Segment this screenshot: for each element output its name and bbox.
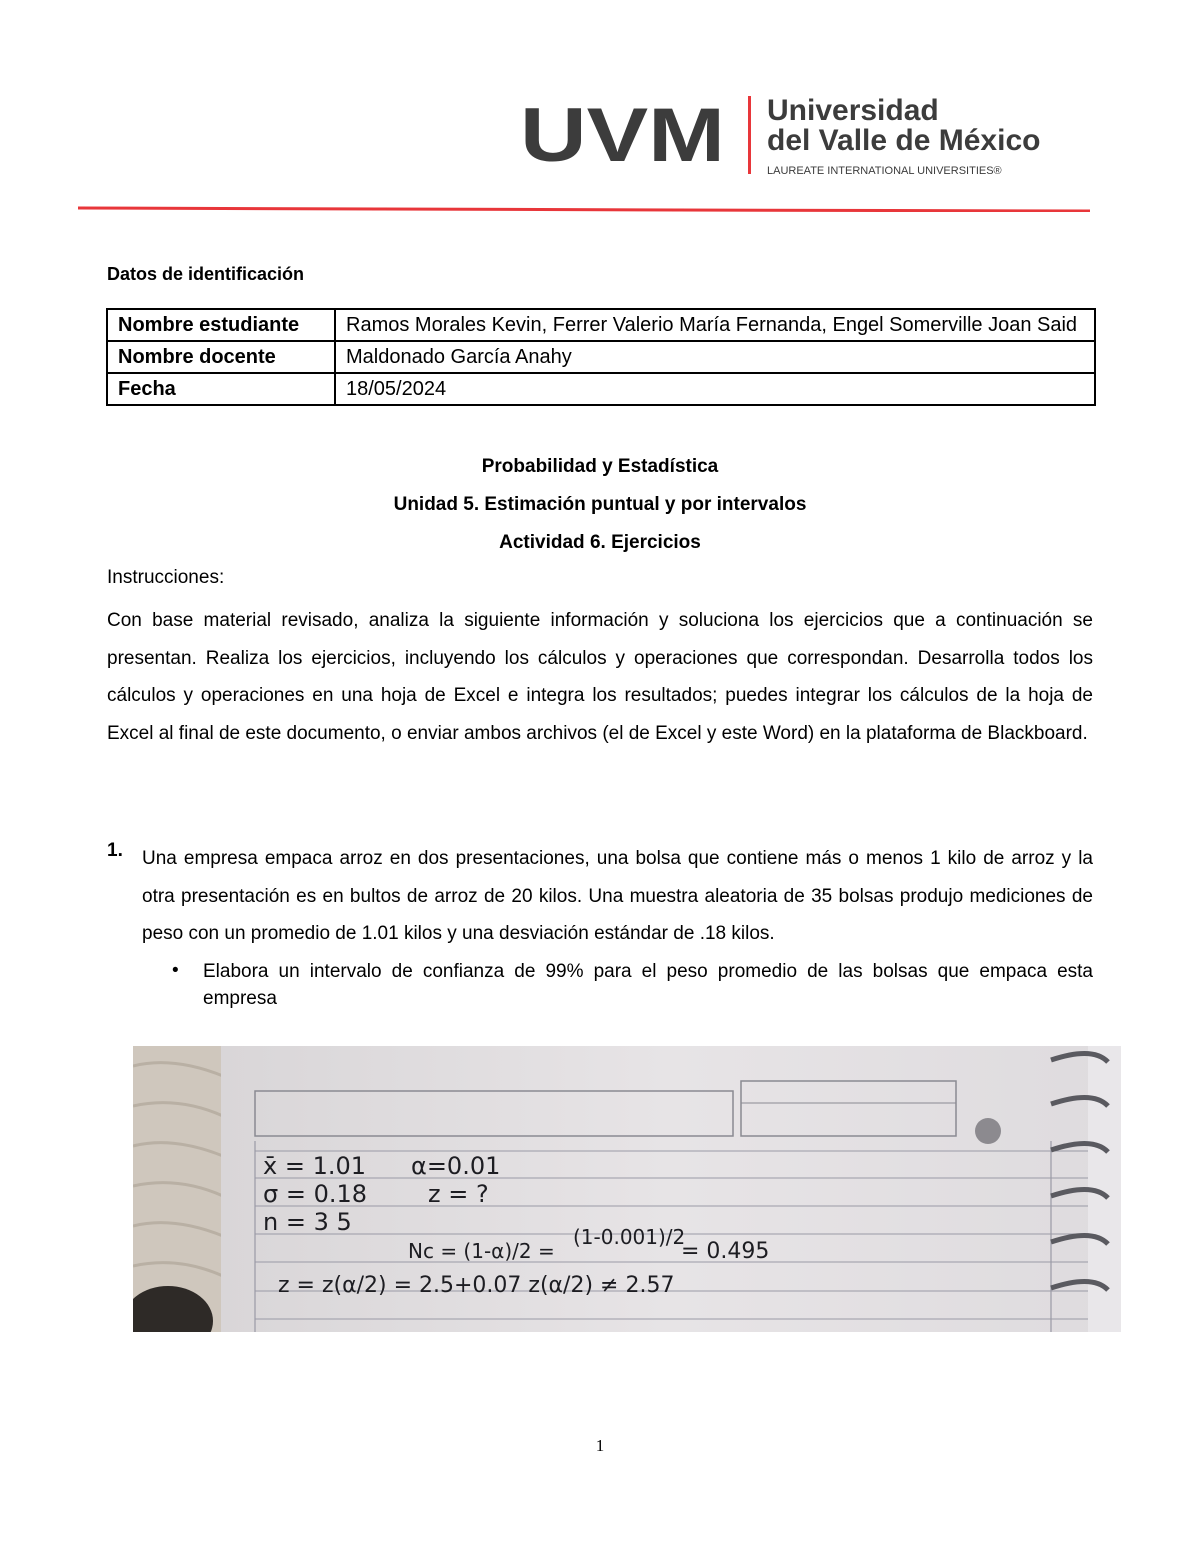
date-value: 18/05/2024 bbox=[335, 373, 1095, 405]
logo-divider bbox=[748, 96, 751, 174]
date-label: Fecha bbox=[107, 373, 335, 405]
logo-tagline: LAUREATE INTERNATIONAL UNIVERSITIES® bbox=[767, 165, 1002, 177]
question-bullet: Elabora un intervalo de confianza de 99% para el peso promedio de las bolsas que empaca esta empresa bbox=[203, 961, 1093, 1009]
instructions-text: Con base material revisado, analiza la siguiente información y soluciona los ejercicios que a continuación se presentan. Realiza los ejercicios, incluyendo los cálculos y operaciones que correspondan. Desarrolla todos los cálculos y operaciones en una hoja de Excel e integra los resultados; puedes integrar los cálculos de la hoja de Excel al final de este documento, o enviar ambos archivos (el de Excel y este Word) en la plataforma de Blackboard. bbox=[107, 610, 1093, 744]
student-name-value: Ramos Morales Kevin, Ferrer Valerio María Fernanda, Engel Somerville Joan Said bbox=[335, 309, 1095, 341]
logo-mark: UVM bbox=[520, 93, 725, 178]
hw-line4b: (1-0.001)/2 bbox=[573, 1225, 686, 1249]
question-number: 1. bbox=[107, 840, 123, 861]
hw-line2b: z = ? bbox=[428, 1180, 489, 1208]
hw-line3: n = 3 5 bbox=[263, 1208, 352, 1236]
table-row bbox=[107, 341, 1095, 373]
page-number: 1 bbox=[595, 1436, 605, 1455]
hw-line4c: = 0.495 bbox=[681, 1239, 770, 1264]
hw-line5: z = z(α/2) = 2.5+0.07 z(α/2) ≠ 2.57 bbox=[278, 1273, 675, 1298]
teacher-name-label: Nombre docente bbox=[107, 341, 335, 373]
header-red-rule bbox=[78, 206, 1090, 212]
logo-name-line2: del Valle de México bbox=[767, 124, 1040, 157]
bullet-icon: • bbox=[172, 960, 179, 981]
hw-line2a: σ = 0.18 bbox=[263, 1180, 368, 1208]
logo-name-line1: Universidad bbox=[767, 94, 939, 127]
unit-heading: Unidad 5. Estimación puntual y por intervalos bbox=[393, 494, 807, 515]
identification-table bbox=[106, 308, 1096, 406]
uvm-logo bbox=[520, 88, 1040, 188]
instructions-label: Instrucciones: bbox=[107, 567, 225, 588]
question-text: Una empresa empaca arroz en dos presentaciones, una bolsa que contiene más o menos 1 kilo de arroz y la otra presentación es en bultos de arroz de 20 kilos. Una muestra aleatoria de 35 bolsas produjo mediciones de peso con un promedio de 1.01 kilos y una desviación estándar de .18 kilos. bbox=[142, 848, 1093, 944]
identification-title: Datos de identificación bbox=[107, 264, 305, 284]
handwritten-notes-photo bbox=[133, 1046, 1121, 1332]
teacher-name-value: Maldonado García Anahy bbox=[335, 341, 1095, 373]
hw-line4a: Nc = (1-α)/2 = bbox=[408, 1239, 555, 1263]
table-row bbox=[107, 373, 1095, 405]
hw-line1a: x̄ = 1.01 bbox=[263, 1152, 367, 1180]
student-name-label: Nombre estudiante bbox=[107, 309, 335, 341]
hw-line1b: α=0.01 bbox=[411, 1152, 501, 1180]
activity-heading: Actividad 6. Ejercicios bbox=[499, 532, 701, 553]
table-row bbox=[107, 309, 1095, 341]
course-heading: Probabilidad y Estadística bbox=[481, 456, 719, 477]
